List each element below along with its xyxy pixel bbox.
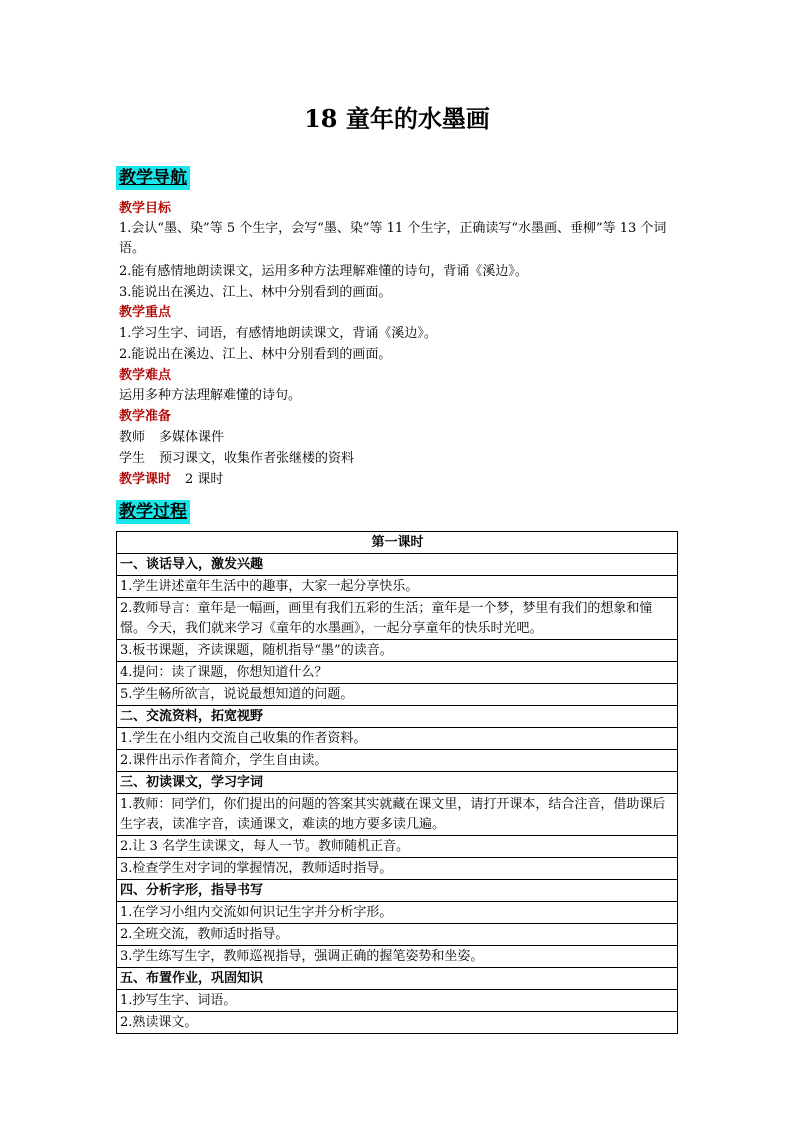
process-step: 2.课件出示作者简介，学生自由读。 (117, 750, 678, 772)
table-row (117, 576, 678, 598)
table-row (117, 598, 678, 640)
process-step: 4.提问：读了课题，你想知道什么？ (117, 662, 678, 684)
goal-item-2: 2.能有感情地朗读课文，运用多种方法理解难懂的诗句，背诵《溪边》。 (119, 264, 528, 279)
process-step: 1.学生在小组内交流自己收集的作者资料。 (117, 728, 678, 750)
prep-teacher (119, 428, 679, 448)
table-row (117, 902, 678, 924)
process-step: 2.熟读课文。 (117, 1012, 678, 1034)
nav-section-label: 教学导航 (116, 166, 190, 190)
table-row (117, 836, 678, 858)
key-item-2: 2.能说出在溪边、江上、林中分别看到的画面。 (119, 347, 392, 362)
table-row (117, 728, 678, 750)
process-step: 3.学生练写生字，教师巡视指导，强调正确的握笔姿势和坐姿。 (117, 946, 678, 968)
table-row (117, 750, 678, 772)
prep-student-value: 预习课文，收集作者张继楼的资料 (159, 451, 355, 466)
prep-student (119, 449, 679, 469)
table-row (117, 684, 678, 706)
difficulty-text: 运用多种方法理解难懂的诗句。 (119, 388, 302, 403)
process-section-heading: 五、布置作业，巩固知识 (117, 968, 678, 990)
prep-heading: 教学准备 (119, 409, 172, 424)
key-heading: 教学重点 (119, 305, 172, 320)
hours-value: 2 课时 (185, 472, 224, 487)
prep-teacher-label: 教师 (119, 430, 146, 445)
process-section-label: 教学过程 (116, 500, 190, 524)
process-step: 1.在学习小组内交流如何识记生字并分析字形。 (117, 902, 678, 924)
process-step: 1.教师：同学们，你们提出的问题的答案其实就藏在课文里，请打开课本，结合注音，借助课后生字表，读准字音，读通课文，难读的地方要多读几遍。 (117, 794, 678, 836)
table-row (117, 924, 678, 946)
process-section-heading: 一、谈话导入，激发兴趣 (117, 554, 678, 576)
process-step: 2.教师导言：童年是一幅画，画里有我们五彩的生活；童年是一个梦，梦里有我们的想象和憧憬。今天，我们就来学习《童年的水墨画》，一起分享童年的快乐时光吧。 (117, 598, 678, 640)
process-step: 2.让 3 名学生读课文，每人一节。教师随机正音。 (117, 836, 678, 858)
table-row (117, 772, 678, 794)
process-step: 1.学生讲述童年生活中的趣事，大家一起分享快乐。 (117, 576, 678, 598)
goal-item-3: 3.能说出在溪边、江上、林中分别看到的画面。 (119, 285, 392, 300)
process-step: 2.全班交流，教师适时指导。 (117, 924, 678, 946)
table-row (117, 662, 678, 684)
lesson-period-heading: 第一课时 (117, 532, 678, 554)
page-title: 18 童年的水墨画 (304, 104, 490, 133)
hours-line (119, 470, 679, 490)
process-step: 1.抄写生字、词语。 (117, 990, 678, 1012)
process-section-heading: 四、分析字形，指导书写 (117, 880, 678, 902)
table-row (117, 554, 678, 576)
table-row (117, 640, 678, 662)
prep-teacher-value: 多媒体课件 (159, 430, 225, 445)
table-row (117, 946, 678, 968)
goals-heading: 教学目标 (119, 201, 172, 216)
process-table (116, 531, 678, 1034)
table-row (117, 880, 678, 902)
table-row (117, 794, 678, 836)
table-row (117, 532, 678, 554)
hours-heading: 教学课时 (119, 472, 172, 487)
process-section-heading: 三、初读课文，学习字词 (117, 772, 678, 794)
table-row (117, 968, 678, 990)
process-section-heading: 二、交流资料，拓宽视野 (117, 706, 678, 728)
table-row (117, 858, 678, 880)
prep-student-label: 学生 (119, 451, 146, 466)
table-row (117, 1012, 678, 1034)
key-item-1: 1.学习生字、词语，有感情地朗读课文，背诵《溪边》。 (119, 326, 437, 341)
process-step: 3.板书课题，齐读课题，随机指导“墨”的读音。 (117, 640, 678, 662)
process-step: 5.学生畅所欲言，说说最想知道的问题。 (117, 684, 678, 706)
goal-item-1: 1.会认“墨、染”等 5 个生字，会写“墨、染”等 11 个生字，正确读写“水墨画、垂柳”等 13 个词语。 (119, 221, 667, 256)
difficulty-heading: 教学难点 (119, 368, 172, 383)
table-row (117, 706, 678, 728)
process-step: 3.检查学生对字词的掌握情况，教师适时指导。 (117, 858, 678, 880)
table-row (117, 990, 678, 1012)
